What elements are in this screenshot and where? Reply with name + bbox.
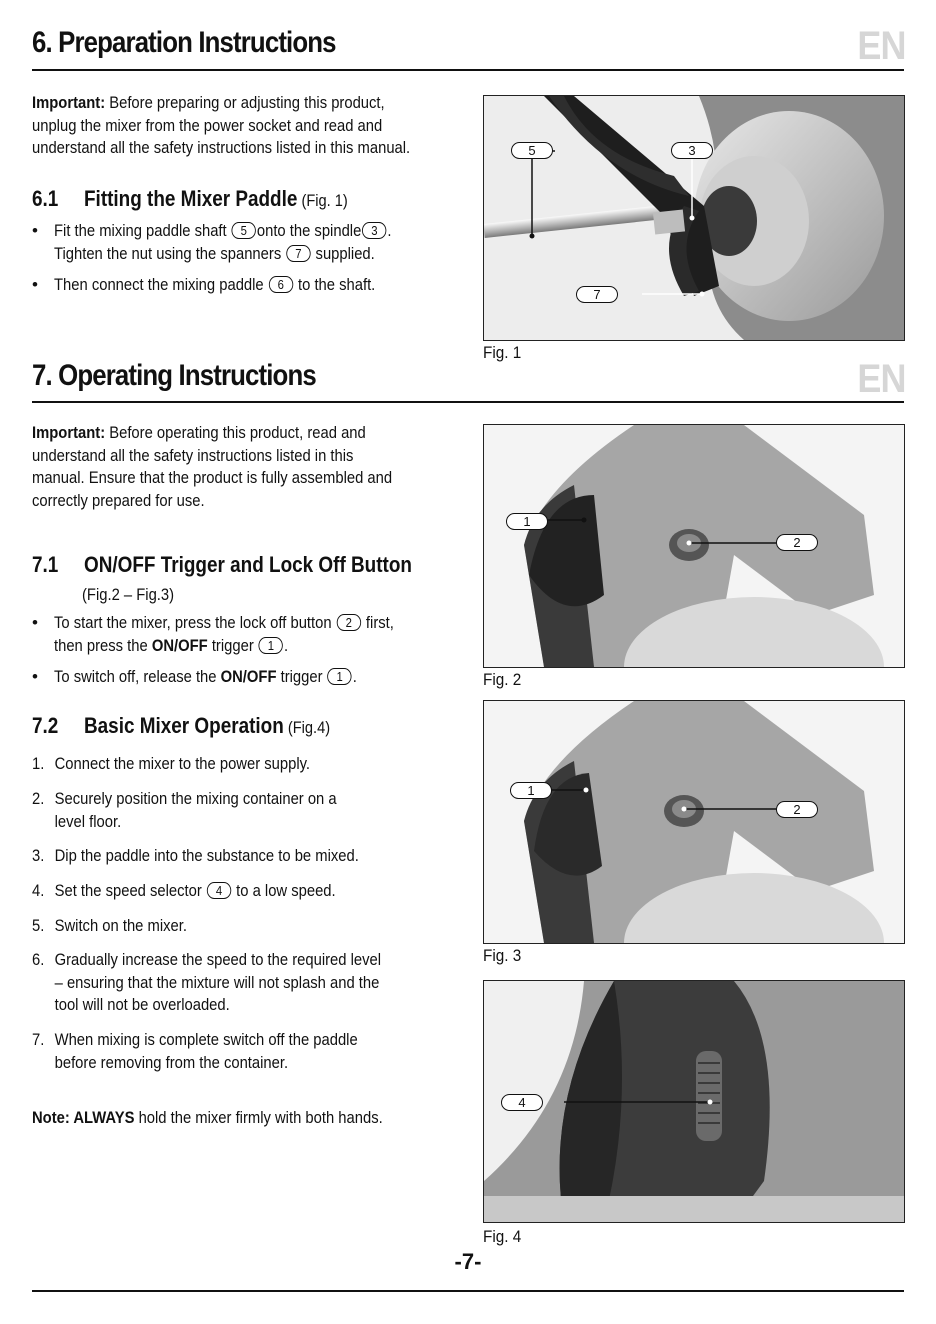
important-label: Important: bbox=[32, 423, 106, 442]
callout-badge: 7 bbox=[576, 286, 618, 303]
callout-badge: 1 bbox=[510, 782, 552, 799]
speed-selector-illustration bbox=[484, 981, 904, 1222]
trigger-illustration bbox=[484, 425, 904, 667]
figure-2-caption: Fig. 2 bbox=[483, 670, 522, 689]
callout-badge: 1 bbox=[328, 668, 352, 685]
page-number: -7- bbox=[454, 1249, 482, 1274]
callout-badge: 3 bbox=[362, 222, 386, 239]
section-6-rule bbox=[32, 69, 904, 71]
section-6-title: 6. Preparation Instructions bbox=[32, 26, 336, 59]
list-item: 4. Set the speed selector 4 to a low speed. bbox=[32, 881, 336, 900]
callout-badge: 1 bbox=[259, 637, 283, 654]
figure-3-caption: Fig. 3 bbox=[483, 946, 522, 965]
safety-note: Note: ALWAYS hold the mixer firmly with both hands. bbox=[32, 1108, 383, 1127]
callout-badge: 4 bbox=[207, 882, 231, 899]
callout-badge: 7 bbox=[286, 245, 310, 262]
section-7-important: Important: Before operating this product, read and understand all the safety instructions listed in this manual. Ensure that the product is fully assembled and correctly prepared for use. bbox=[32, 423, 393, 510]
list-item: 1. Connect the mixer to the power supply. bbox=[32, 754, 311, 773]
footer-rule bbox=[32, 1290, 904, 1292]
callout-badge: 2 bbox=[337, 614, 361, 631]
list-item: 6. Gradually increase the speed to the required level – ensuring that the mixture will not splash and the tool will not be overloaded. bbox=[32, 950, 382, 1014]
callout-badge: 2 bbox=[776, 534, 818, 551]
callout-badge: 1 bbox=[506, 513, 548, 530]
figure-1-caption: Fig. 1 bbox=[483, 343, 522, 362]
figure-2-image bbox=[483, 424, 905, 668]
important-label: Important: bbox=[32, 93, 106, 112]
callout-badge: 4 bbox=[501, 1094, 543, 1111]
section-7-rule bbox=[32, 401, 904, 403]
figure-1-image bbox=[483, 95, 905, 341]
trigger-lock-illustration bbox=[484, 701, 904, 943]
language-tag: EN bbox=[857, 357, 906, 401]
subsection-7-1-figure-ref: (Fig.2 – Fig.3) bbox=[82, 585, 175, 604]
subsection-7-1-heading: 7.1 ON/OFF Trigger and Lock Off Button bbox=[32, 552, 412, 577]
callout-badge: 2 bbox=[776, 801, 818, 818]
figure-4-caption: Fig. 4 bbox=[483, 1227, 522, 1246]
list-item: 2. Securely position the mixing container on a level floor. bbox=[32, 789, 337, 831]
callout-badge: 3 bbox=[671, 142, 713, 159]
list-item: 5. Switch on the mixer. bbox=[32, 916, 187, 935]
callout-badge: 5 bbox=[232, 222, 256, 239]
section-6-important: Important: Before preparing or adjusting this product, unplug the mixer from the power socket and read and understand all the safety instructions listed in this manual. bbox=[32, 93, 411, 157]
list-item: 3. Dip the paddle into the substance to be mixed. bbox=[32, 846, 359, 865]
mixer-spindle-illustration bbox=[484, 96, 904, 340]
subsection-7-2-heading: 7.2 Basic Mixer Operation (Fig.4) bbox=[32, 713, 331, 738]
subsection-6-1-heading: 6.1 Fitting the Mixer Paddle (Fig. 1) bbox=[32, 186, 348, 211]
figure-3-image bbox=[483, 700, 905, 944]
figure-4-image bbox=[483, 980, 905, 1223]
callout-badge: 6 bbox=[269, 276, 293, 293]
section-7-title: 7. Operating Instructions bbox=[32, 359, 316, 392]
language-tag: EN bbox=[857, 24, 906, 68]
list-item: 7. When mixing is complete switch off the paddle before removing from the container. bbox=[32, 1030, 358, 1072]
callout-badge: 5 bbox=[511, 142, 553, 159]
